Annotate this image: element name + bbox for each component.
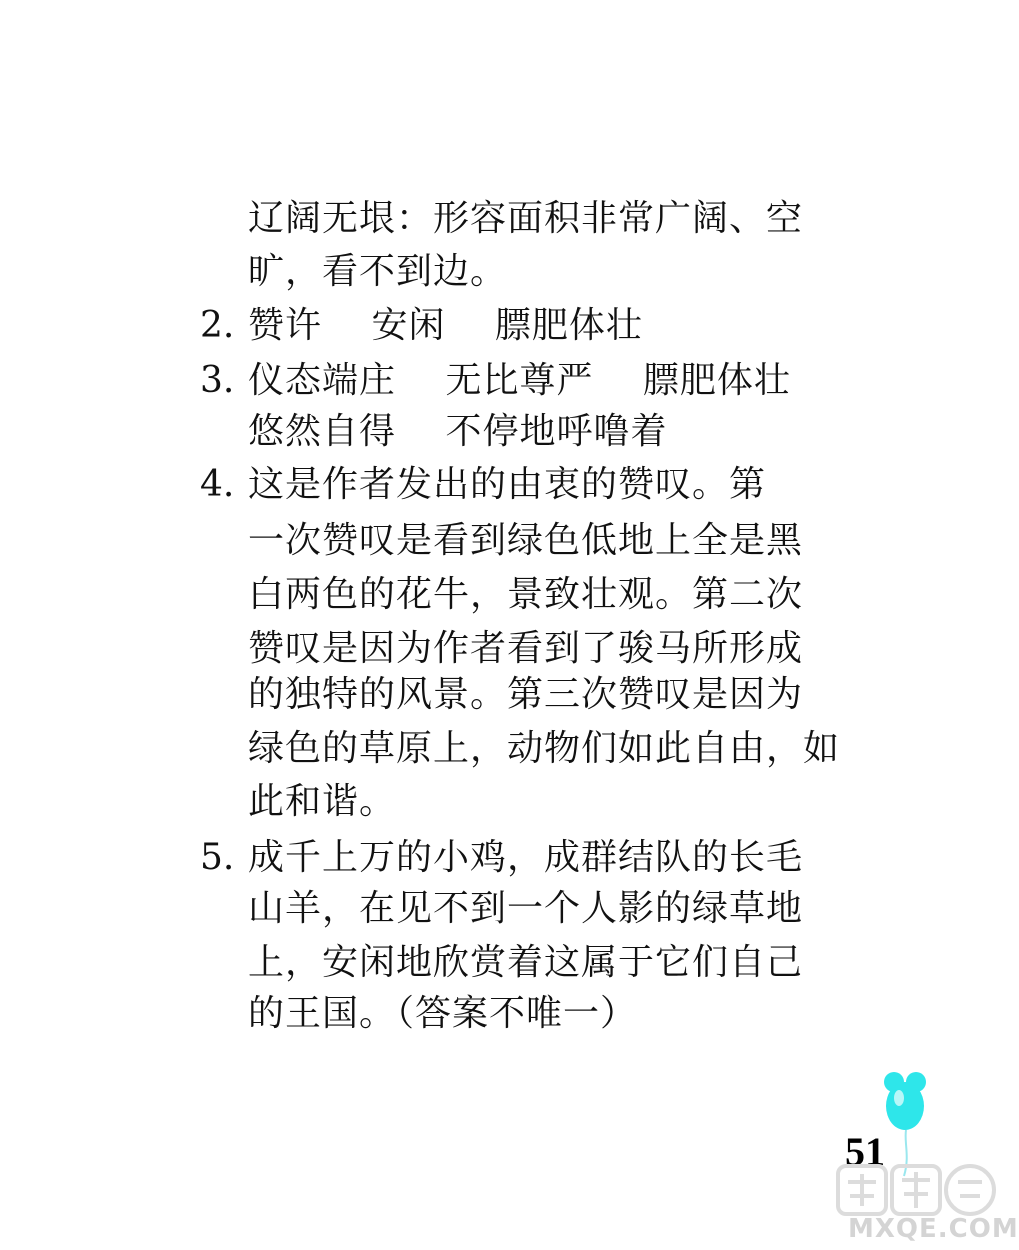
answer-line: 一次赞叹是看到绿色低地上全是黑 <box>248 520 804 561</box>
answer-line: 赞叹是因为作者看到了骏马所形成 <box>248 628 804 669</box>
answer-line: 旷，看不到边。 <box>248 251 508 292</box>
answer-line: 悠然自得 不停地呼噜着 <box>248 411 668 452</box>
answer-line: 成千上万的小鸡，成群结队的长毛 <box>248 837 804 878</box>
answer-line: 白两色的花牛，景致壮观。第二次 <box>248 574 804 615</box>
item-number: 4. <box>200 464 235 505</box>
page-number: 51 <box>845 1129 885 1174</box>
answer-line: 的王国。（答案不唯一） <box>248 993 638 1034</box>
answer-line: 的独特的风景。第三次赞叹是因为 <box>248 674 804 715</box>
answer-line: 山羊，在见不到一个人影的绿草地 <box>248 888 804 929</box>
answer-line: 赞许 安闲 膘肥体壮 <box>248 305 643 346</box>
answer-line: 这是作者发出的由衷的赞叹。第 <box>248 464 767 505</box>
item-number: 5. <box>200 837 235 878</box>
answer-line: 此和谐。 <box>248 781 397 822</box>
answer-line: 绿色的草原上，动物们如此自由，如 <box>248 728 841 769</box>
item-number: 3. <box>200 360 235 401</box>
answer-line: 上，安闲地欣赏着这属于它们自己 <box>248 942 804 983</box>
answer-line: 仪态端庄 无比尊严 膘肥体壮 <box>248 360 791 401</box>
answer-line: 辽阔无垠：形容面积非常广阔、空 <box>248 198 804 239</box>
watermark-text: MXQE.COM <box>848 1214 1019 1244</box>
item-number: 2. <box>200 305 235 346</box>
